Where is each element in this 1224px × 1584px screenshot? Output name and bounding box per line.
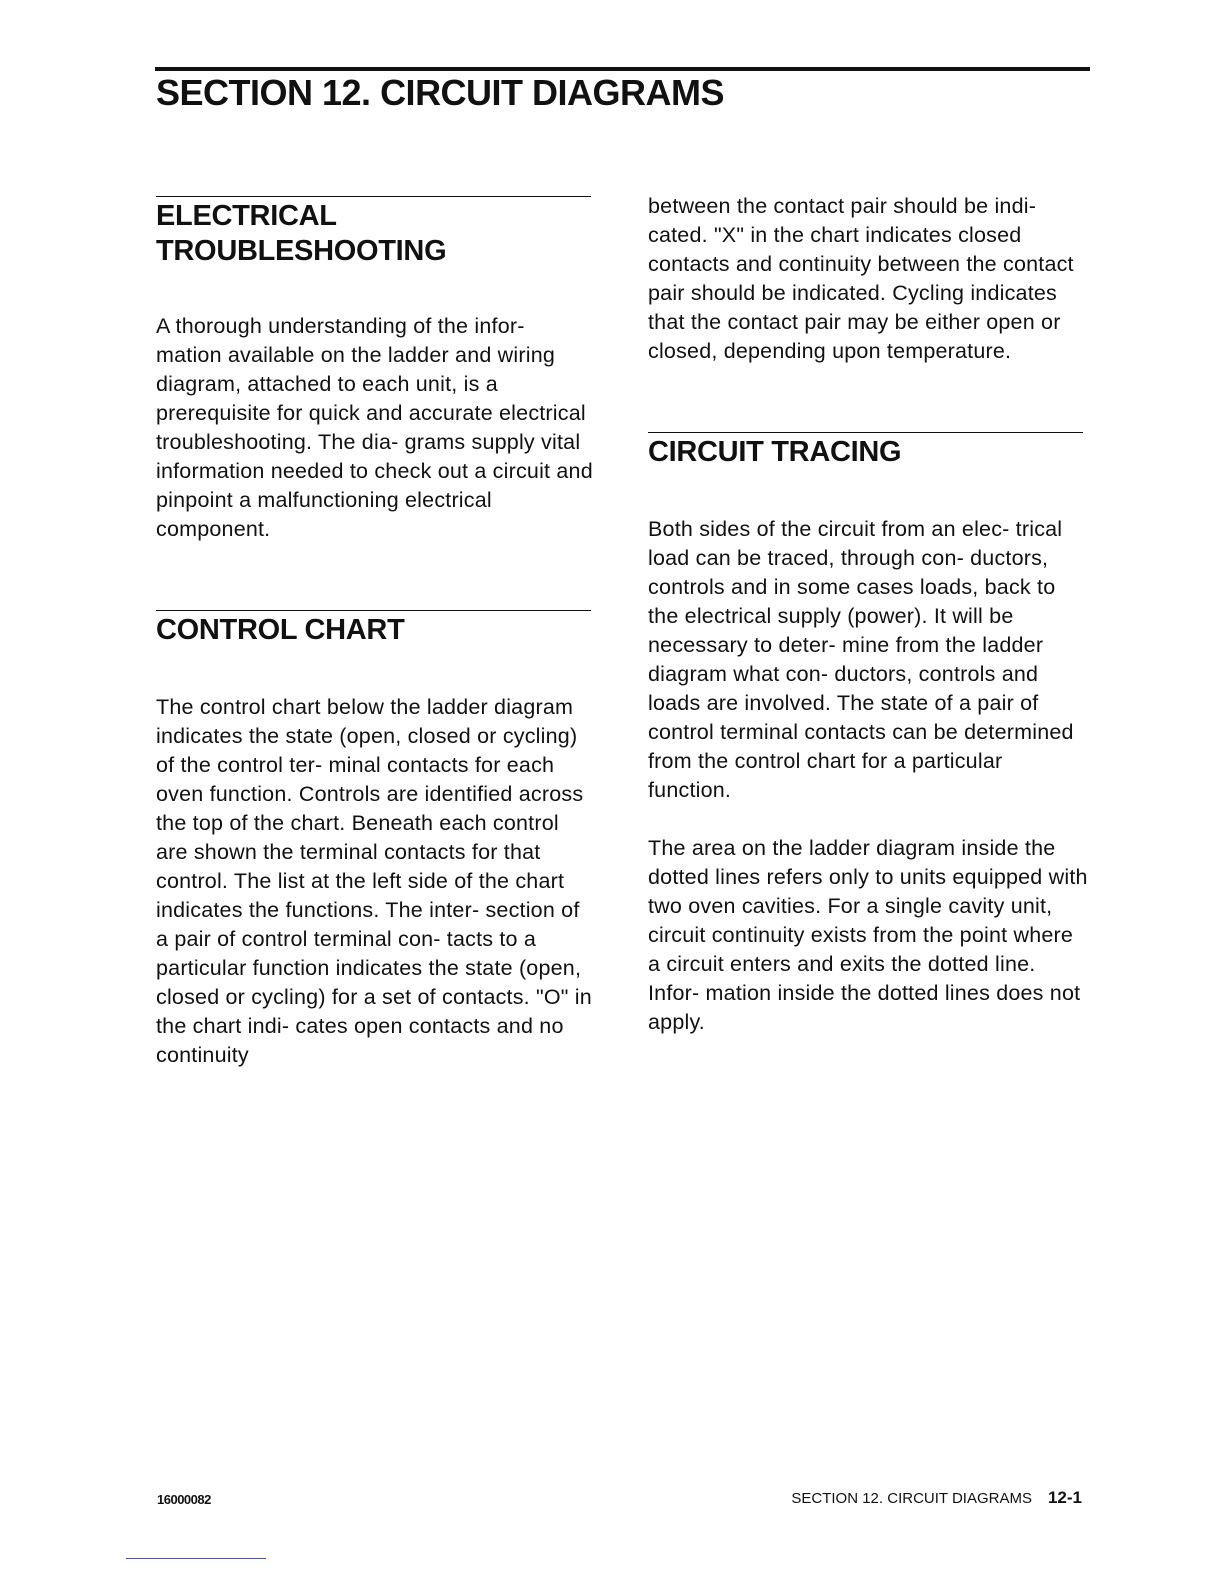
circuit-tracing-paragraph-2: The area on the ladder diagram inside the dotted lines refers only to units equipped with two oven cavities. For a single cavity unit, circuit continuity exists from the point where a circuit enters and exits the dotted line. Infor- mation inside the dotted lines does not apply. (648, 836, 1088, 1034)
control-chart-paragraph: The control chart below the ladder diagram indicates the state (open, closed or cycling) of the control ter- minal contacts for each oven function. Controls are identified across the top of the chart. Beneath each control are shown the terminal contacts for that control. The list at the left side of the chart indicates the functions. The inter- section of a pair of control terminal con- tacts to a particular function indicates the state (open, closed or cycling) for a set of contacts. "O" in the chart indi- cates open contacts and no continuity (156, 695, 592, 1067)
circuit-tracing-paragraph-1: Both sides of the circuit from an elec- trical load can be traced, through con- ductors, controls and in some cases loads, back to the electrical supply (power). It will be necessary to deter- mine from the ladder diagram what con- ductors, controls and loads are involved. The state of a pair of control terminal contacts can be determined from the control chart for a particular function. (648, 517, 1074, 802)
right-column (648, 192, 1088, 1037)
control-chart-continuation: between the contact pair should be indi- cated. "X" in the chart indicates closed contacts and continuity between the contact pair should be indicated. Cycling indicates that the contact pair may be either open or closed, depending upon temperature. (648, 194, 1074, 363)
left-column (156, 196, 596, 1070)
electrical-troubleshooting-heading (156, 199, 596, 269)
footer-section-label (791, 1488, 1082, 1508)
page-title: SECTION 12. CIRCUIT DIAGRAMS (156, 72, 725, 113)
footer-doc-number: 16000082 (157, 1492, 211, 1507)
heading-line-1: ELECTRICAL (156, 200, 337, 232)
section-rule (156, 196, 591, 197)
control-chart-section (156, 610, 596, 1070)
heading-line-2: TROUBLESHOOTING (156, 235, 447, 267)
control-chart-heading: CONTROL CHART (156, 614, 405, 646)
footer-page-number: 12-1 (1047, 1488, 1082, 1507)
circuit-tracing-section (648, 432, 1088, 1037)
scan-edge-line (126, 1558, 266, 1559)
footer-section-text: SECTION 12. CIRCUIT DIAGRAMS (791, 1490, 1032, 1507)
section-rule (648, 432, 1083, 433)
electrical-troubleshooting-section (156, 196, 596, 544)
section-rule (156, 610, 591, 611)
circuit-tracing-heading: CIRCUIT TRACING (648, 436, 902, 468)
electrical-troubleshooting-paragraph: A thorough understanding of the infor- mation available on the ladder and wiring diagram, attached to each unit, is a prerequisite for quick and accurate electrical troubleshooting. The dia- grams supply vital information needed to check out a circuit and pinpoint a malfunctioning electrical component. (156, 314, 593, 541)
